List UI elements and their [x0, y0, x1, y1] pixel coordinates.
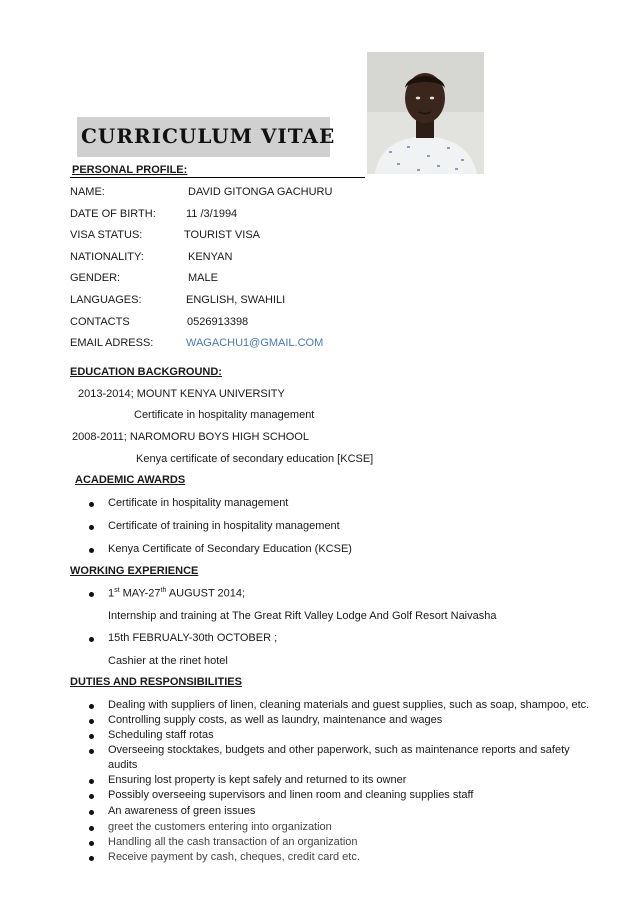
personal-profile-heading: PERSONAL PROFILE:: [72, 164, 188, 176]
job-description-2: Cashier at the rinet hotel: [108, 655, 228, 667]
document-title: CURRICULUM VITAE: [81, 124, 336, 148]
visa-label: VISA STATUS:: [70, 229, 143, 241]
languages-value: ENGLISH, SWAHILI: [186, 294, 286, 306]
duty-item: Controlling supply costs, as well as laundry, maintenance and wages: [108, 714, 443, 726]
visa-value: TOURIST VISA: [184, 229, 261, 241]
duty-item: An awareness of green issues: [108, 805, 256, 817]
profile-divider: [70, 177, 365, 178]
portrait-icon: [367, 52, 484, 174]
languages-label: LANGUAGES:: [70, 294, 142, 306]
job-date-1: [108, 587, 245, 600]
job-date-end: AUGUST 2014;: [166, 587, 246, 600]
duty-item: Dealing with suppliers of linen, cleaning materials and guest supplies, such as soap, shampoo, etc.: [108, 699, 590, 711]
education-qualification-2: Kenya certificate of secondary education [KCSE]: [136, 453, 374, 465]
dob-label: DATE OF BIRTH:: [70, 208, 156, 220]
job-date-mid: MAY-27: [119, 587, 161, 600]
education-entry-1: 2013-2014; MOUNT KENYA UNIVERSITY: [78, 388, 285, 400]
duty-item: Scheduling staff rotas: [108, 729, 214, 741]
duty-item: Receive payment by cash, cheques, credit card etc.: [108, 851, 360, 863]
name-value: DAVID GITONGA GACHURU: [188, 186, 333, 198]
duty-item-continuation: audits: [108, 759, 138, 771]
duty-item: Overseeing stocktakes, budgets and other paperwork, such as maintenance reports and safety: [108, 744, 570, 756]
duties-heading: DUTIES AND RESPONSIBILITIES: [70, 676, 242, 688]
duty-item: Ensuring lost property is kept safely and returned to its owner: [108, 774, 407, 786]
duty-item: Possibly overseeing supervisors and linen room and cleaning supplies staff: [108, 789, 474, 801]
job-date-start-day: 1: [108, 587, 115, 600]
gender-value: MALE: [188, 272, 218, 284]
education-qualification-1: Certificate in hospitality management: [134, 409, 315, 421]
academic-awards-heading: ACADEMIC AWARDS: [75, 474, 186, 486]
gender-label: GENDER:: [70, 272, 121, 284]
job-date-2: 15th FEBRUALY-30th OCTOBER ;: [108, 632, 278, 644]
contacts-label: CONTACTS: [70, 316, 130, 328]
award-item: Kenya Certificate of Secondary Education (KCSE): [108, 543, 352, 555]
contacts-value: 0526913398: [187, 316, 249, 328]
email-label: EMAIL ADRESS:: [70, 337, 154, 349]
dob-value: 11 /3/1994: [186, 208, 238, 220]
job-description-1: Internship and training at The Great Rift Valley Lodge And Golf Resort Naivasha: [108, 610, 497, 622]
title-banner: [77, 117, 336, 157]
duty-item: Handling all the cash transaction of an organization: [108, 836, 358, 848]
education-entry-2: 2008-2011; NAROMORU BOYS HIGH SCHOOL: [72, 431, 309, 443]
name-label: NAME:: [70, 186, 105, 198]
email-link[interactable]: WAGACHU1@GMAIL.COM: [186, 337, 324, 349]
working-experience-heading: WORKING EXPERIENCE: [70, 565, 199, 577]
job-date-start-sup: st: [114, 587, 120, 594]
award-item: Certificate in hospitality management: [108, 497, 289, 509]
duty-item: greet the customers entering into organization: [108, 821, 332, 833]
nationality-label: NATIONALITY:: [70, 251, 144, 263]
nationality-value: KENYAN: [188, 251, 233, 263]
education-heading: EDUCATION BACKGROUND:: [70, 366, 222, 378]
award-item: Certificate of training in hospitality management: [108, 520, 340, 532]
portrait-photo: [367, 52, 484, 174]
job-date-end-sup: th: [160, 587, 167, 594]
